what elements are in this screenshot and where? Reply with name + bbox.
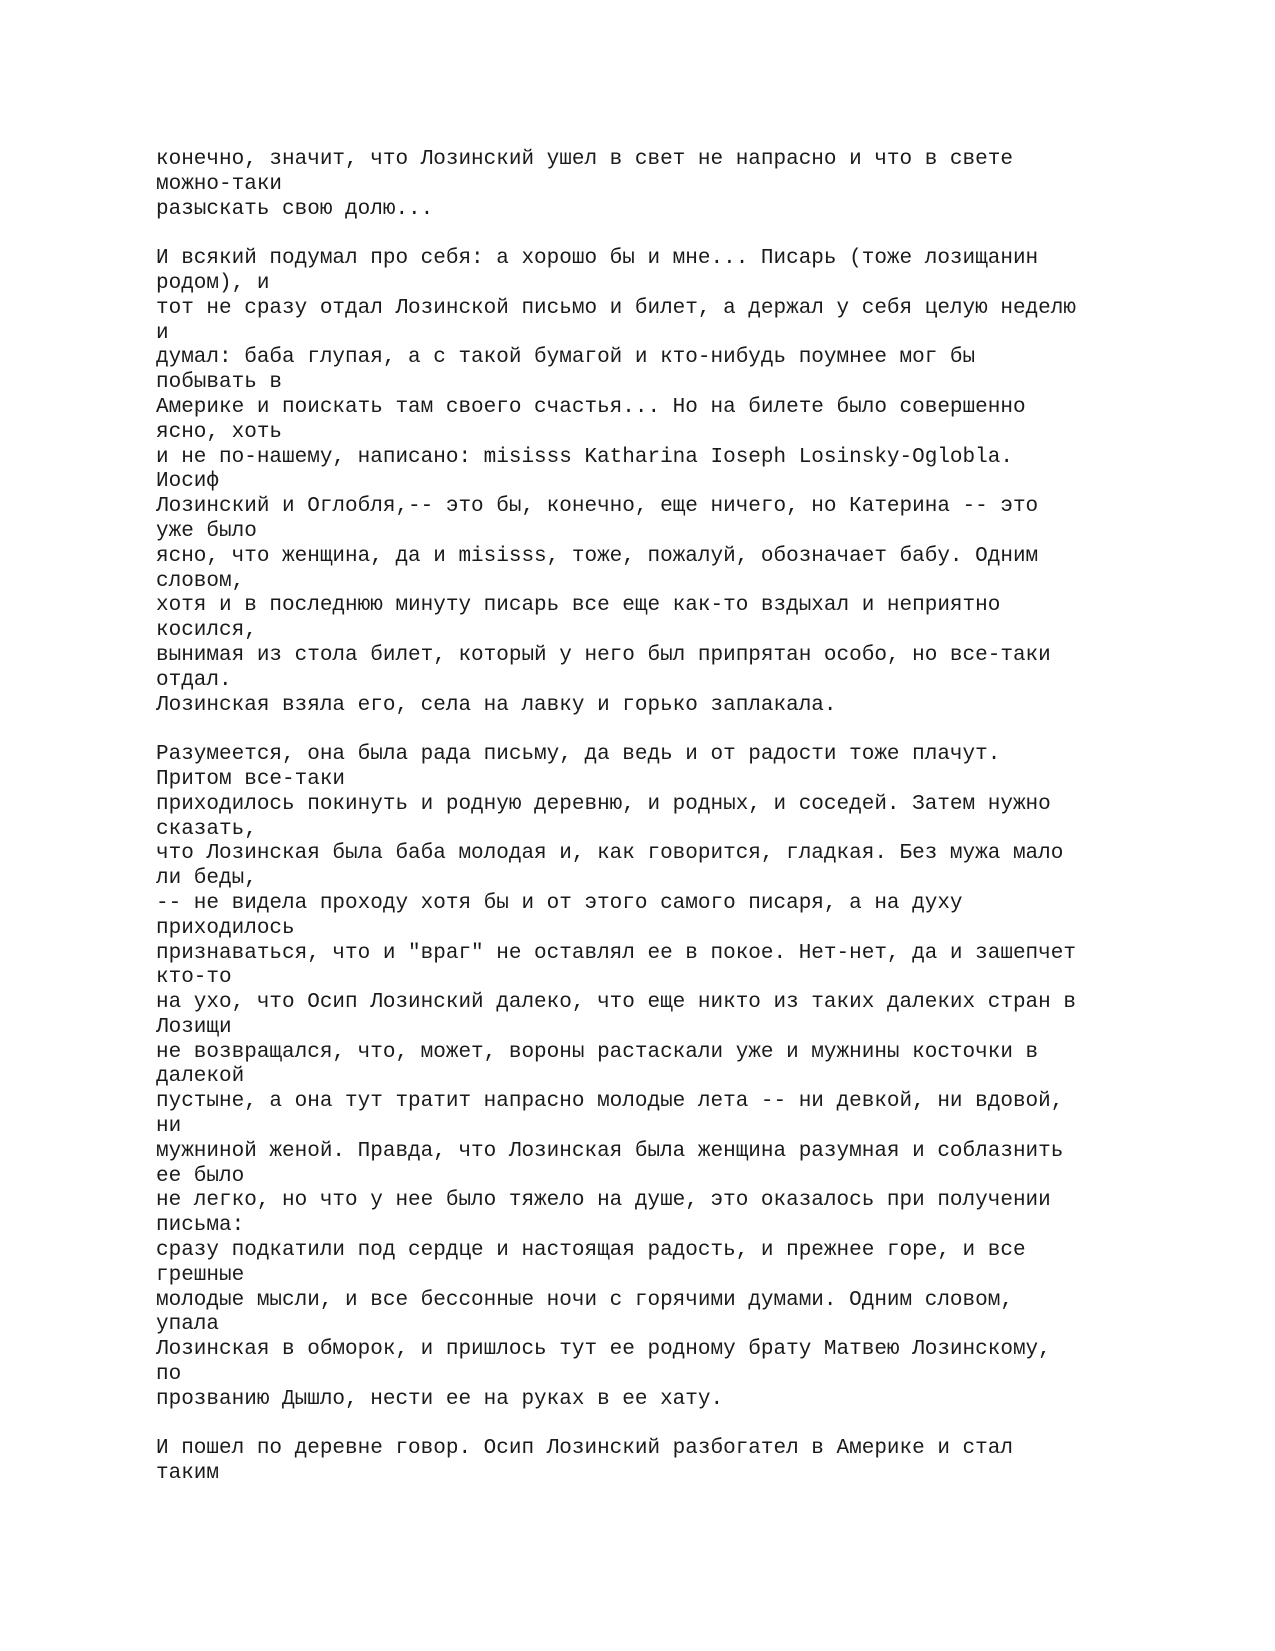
text-line: Америке и поискать там своего счастья... Но на билете было совершенно [156,395,1026,419]
text-line: не легко, но что у нее было тяжело на душе, это оказалось при получении [156,1189,1051,1213]
text-line: упала [156,1313,220,1337]
text-line: пустыне, а она тут тратит напрасно молодые лета -- ни девкой, ни вдовой, [156,1090,1064,1114]
text-line: ясно, хоть [156,420,283,444]
body-text [156,148,1236,1487]
text-line: Лозинская взяла его, села на лавку и горько заплакала. [156,693,837,717]
text-line: Иосиф [156,470,220,494]
text-line: приходилось покинуть и родную деревню, и родных, и соседей. Затем нужно [156,792,1051,816]
text-line: ее было [156,1164,245,1188]
text-line: прозванию Дышло, нести ее на руках в ее хату. [156,1387,724,1411]
text-line: косился, [156,619,257,643]
text-line: по [156,1363,182,1387]
text-line: и не по-нашему, написано: misisss Katharina Ioseph Losinsky-Oglobla. [156,445,1013,469]
text-line: Разумеется, она была рада письму, да ведь и от радости тоже плачут. [156,743,1001,767]
text-line: можно-таки [156,172,283,196]
text-line: не возвращался, что, может, вороны растаскали уже и мужнины косточки в [156,1040,1039,1064]
text-line: тот не сразу отдал Лозинской письмо и билет, а держал у себя целую неделю [156,296,1076,320]
blank-line [156,222,1236,247]
text-line: И пошел по деревне говор. Осип Лозинский разбогател в Америке и стал [156,1437,1013,1461]
text-line: Лозищи [156,1015,232,1039]
text-line: приходилось [156,916,295,940]
text-line: ясно, что женщина, да и misisss, тоже, пожалуй, обозначает бабу. Одним [156,544,1039,568]
text-line: что Лозинская была баба молодая и, как говорится, гладкая. Без мужа мало [156,842,1064,866]
text-line: хотя и в последнюю минуту писарь все еще как-то вздыхал и неприятно [156,594,1001,618]
text-line: сказать, [156,817,257,841]
text-line: Лозинская в обморок, и пришлось тут ее родному брату Матвею Лозинскому, [156,1338,1051,1362]
text-line: признаваться, что и "враг" не оставлял ее в покое. Нет-нет, да и зашепчет [156,941,1076,965]
text-line: молодые мысли, и все бессонные ночи с горячими думами. Одним словом, [156,1288,1013,1312]
text-line: отдал. [156,668,232,692]
text-line: ли беды, [156,867,257,891]
text-line: разыскать свою долю... [156,197,434,221]
text-line: конечно, значит, что Лозинский ушел в свет не напрасно и что в свете [156,148,1013,171]
text-line: мужниной женой. Правда, что Лозинская была женщина разумная и соблазнить [156,1139,1064,1163]
text-line: ни [156,1115,182,1139]
text-line: родом), и [156,271,270,295]
text-line: сразу подкатили под сердце и настоящая радость, и прежнее горе, и все [156,1239,1026,1263]
text-line: думал: баба глупая, а с такой бумагой и кто-нибудь поумнее мог бы [156,346,976,370]
text-line: кто-то [156,966,232,990]
text-line: побывать в [156,371,283,395]
text-line: письма: [156,1214,245,1238]
text-line: таким [156,1462,220,1486]
text-line: вынимая из стола билет, который у него был припрятан особо, но все-таки [156,643,1051,667]
text-line: далекой [156,1065,245,1089]
blank-line [156,1413,1236,1438]
text-line: И всякий подумал про себя: а хорошо бы и мне... Писарь (тоже лозищанин [156,247,1039,271]
text-line: словом, [156,569,245,593]
text-line: уже было [156,519,257,543]
text-line: Лозинский и Оглобля,-- это бы, конечно, еще ничего, но Катерина -- это [156,495,1039,519]
text-line: Притом все-таки [156,767,346,791]
text-line: и [156,321,169,345]
text-line: грешные [156,1263,245,1287]
text-line: -- не видела проходу хотя бы и от этого самого писаря, а на духу [156,891,963,915]
blank-line [156,718,1236,743]
text-line: на ухо, что Осип Лозинский далеко, что еще никто из таких далеких стран в [156,991,1076,1015]
